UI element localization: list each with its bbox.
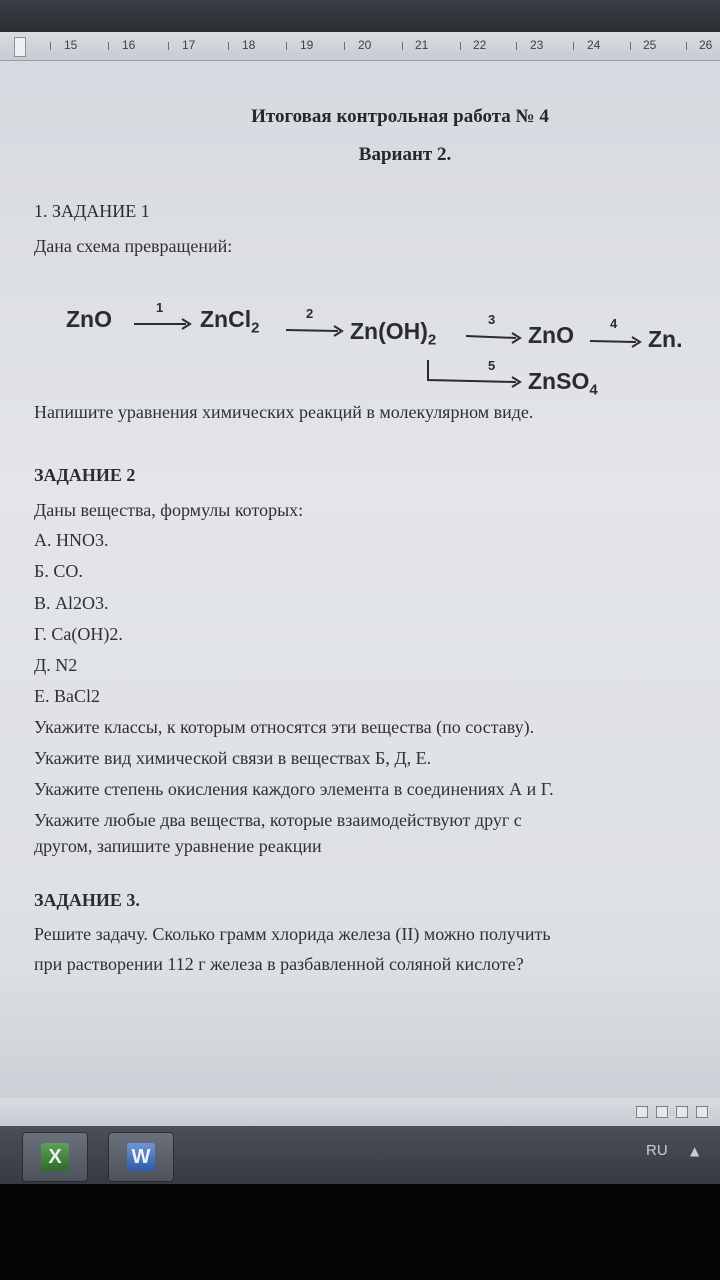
ruler-number: 16 [122,38,136,52]
ruler-tick [686,42,687,50]
status-bar [0,1098,720,1126]
ruler-number: 19 [300,38,314,52]
taskbar-word-button[interactable] [108,1132,174,1182]
task2-question: Укажите вид химической связи в веществах Б, Д, Е. [34,748,432,768]
horizontal-ruler[interactable] [0,32,720,61]
scheme-formula-znso4: ZnSO$_4$ [528,368,598,399]
task3-heading: ЗАДАНИЕ 3. [34,890,140,910]
ruler-tick [460,42,461,50]
substance-item: Г. Ca(OH)2. [34,624,123,644]
ruler-number: 26 [699,38,713,52]
scheme-step-number: 5 [488,358,496,373]
task1-heading: 1. ЗАДАНИЕ 1 [34,201,150,221]
view-outline-icon[interactable] [696,1106,708,1118]
ruler-tick [168,42,169,50]
screen-bezel [0,1184,720,1280]
task3-line: Решите задачу. Сколько грамм хлорида железа (II) можно получить [34,924,551,944]
substance-item: А. HNO3. [34,530,109,550]
substance-item: Д. N2 [34,655,78,675]
task2-question: Укажите любые два вещества, которые взаимодействуют друг с [34,810,522,830]
task2-heading: ЗАДАНИЕ 2 [34,465,136,485]
ruler-number: 18 [242,38,256,52]
view-web-layout-icon[interactable] [676,1106,688,1118]
ruler-tick [344,42,345,50]
ruler-indent-marker[interactable] [14,37,26,57]
task2-question: Укажите классы, к которым относятся эти вещества (по составу). [34,717,535,737]
task2-question: другом, запишите уравнение реакции [34,836,322,856]
ruler-number: 22 [473,38,487,52]
substance-item: Е. BaCl2 [34,686,100,706]
language-indicator[interactable]: RU [646,1142,668,1159]
substance-item: Б. CO. [34,561,83,581]
view-full-screen-icon[interactable] [656,1106,668,1118]
ruler-tick [573,42,574,50]
ruler-tick [516,42,517,50]
window-title-bar [0,0,720,32]
ruler-number: 17 [182,38,196,52]
taskbar [0,1126,720,1184]
document-subtitle: Вариант 2. [358,144,452,165]
scheme-step-number: 2 [306,306,314,321]
word-icon: W [127,1143,155,1171]
scheme-formula-zno-2: ZnO [528,322,574,348]
ruler-tick [286,42,287,50]
substance-item: В. Al2O3. [34,593,109,613]
task1-instruction: Напишите уравнения химических реакций в молекулярном виде. [34,402,534,422]
task2-question: Укажите степень окисления каждого элемента в соединениях А и Г. [34,779,554,799]
excel-icon: X [41,1143,69,1171]
scheme-formula-zn: Zn. [648,326,683,352]
task2-intro: Даны вещества, формулы которых: [34,500,304,520]
ruler-number: 23 [530,38,544,52]
scheme-formula-zn-oh-2: $Zn(OH)_2$ [350,318,437,349]
task1-intro: Дана схема превращений: [34,236,233,256]
task3-line: при растворении 112 г железа в разбавленной соляной кислоте? [34,954,524,974]
ruler-tick [108,42,109,50]
scheme-formula-zncl2: ZnCl$_2$ [200,306,260,337]
ruler-number: 15 [64,38,78,52]
document-title: Итоговая контрольная работа № 4 [251,106,549,127]
scheme-step-number: 1 [156,300,164,315]
ruler-number: 25 [643,38,657,52]
scheme-formula-zno: ZnO [66,306,112,332]
ruler-tick [630,42,631,50]
view-print-layout-icon[interactable] [636,1106,648,1118]
tray-expand-icon[interactable]: ▲ [690,1144,700,1158]
ruler-tick [50,42,51,50]
ruler-number: 24 [587,38,601,52]
ruler-tick [402,42,403,50]
taskbar-excel-button[interactable] [22,1132,88,1182]
ruler-tick [228,42,229,50]
ruler-number: 21 [415,38,429,52]
ruler-number: 20 [358,38,372,52]
scheme-step-number: 3 [488,312,496,327]
scheme-step-number: 4 [610,316,618,331]
